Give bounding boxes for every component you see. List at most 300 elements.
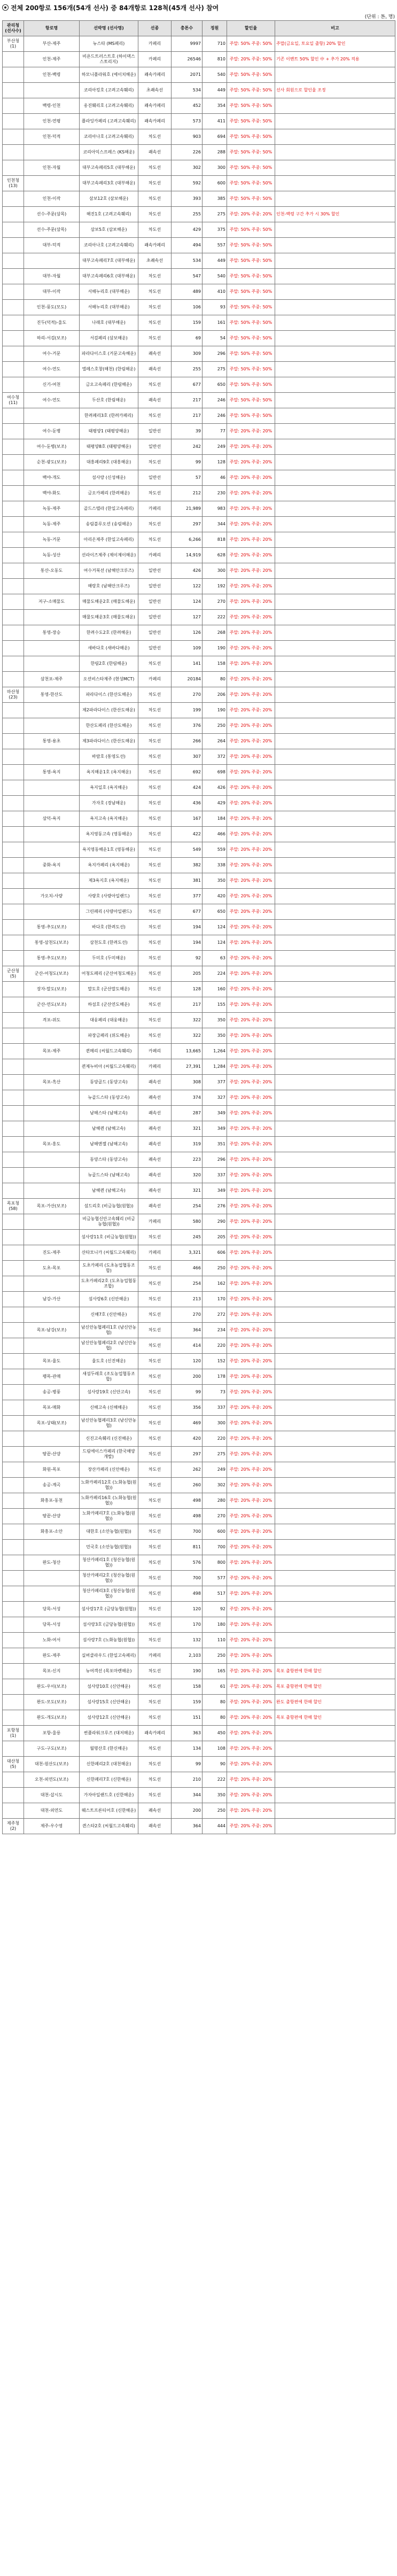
ship-cell: 대부고속페리3호 (대부해운) [80,176,138,191]
capacity-cell: 375 [203,222,227,238]
tonnage-cell: 254 [172,1276,203,1292]
table-row [3,1059,395,1075]
region-cell [3,145,24,160]
table-row [3,1617,395,1633]
route-cell [24,796,80,811]
capacity-cell: 540 [203,269,227,284]
discount-cell: 주말: 20% 주중: 20% [227,1555,275,1571]
tonnage-cell: 302 [172,160,203,176]
note-cell [275,1307,395,1323]
ship-type-cell: 쾌속선 [138,1090,172,1106]
ship-cell: 퀸메리 (씨월드고속훼리) [80,1044,138,1059]
note-cell [275,935,395,951]
table-row [3,858,395,873]
ship-type-cell: 차도선 [138,1385,172,1400]
tonnage-cell: 217 [172,997,203,1013]
discount-cell: 주말: 20% 주중: 20% [227,1617,275,1633]
route-cell: 팽목-관매 [24,1369,80,1385]
note-cell [275,1245,395,1261]
discount-cell: 주말: 20% 주중: 20% [227,1462,275,1478]
route-cell: 여수-둔병 [24,424,80,439]
region-cell: 여수청 (11) [3,393,24,408]
table-row [3,982,395,997]
ship-type-cell: 쾌속선 [138,1803,172,1819]
route-cell [24,703,80,718]
page-title [2,2,395,14]
note-cell [275,439,395,455]
ship-type-cell: 차도선 [138,1369,172,1385]
ship-cell: 남해스타 (남해고속) [80,1106,138,1121]
region-cell [3,1230,24,1245]
tonnage-cell: 414 [172,1338,203,1354]
note-cell [275,486,395,501]
capacity-cell: 190 [203,641,227,656]
ship-cell: 섬사랑3호 (금당농협(원협)) [80,1617,138,1633]
ship-cell: 제3파라다이스 (한산도해운) [80,734,138,749]
route-cell [24,1121,80,1137]
ship-cell: 욕지고속 (욕지해운) [80,811,138,827]
table-row [3,1586,395,1602]
capacity-cell: 385 [203,191,227,207]
region-cell [3,362,24,377]
ship-cell: 섬사랑7호 (노화농협(원협)) [80,1633,138,1648]
route-cell: 가오치-사량 [24,889,80,904]
table-row [3,1323,395,1338]
ship-type-cell: 쾌속카페리 [138,114,172,129]
route-cell: 여수-거문 [24,346,80,362]
table-row [3,1571,395,1586]
region-cell [3,1369,24,1385]
capacity-cell: 1,264 [203,1044,227,1059]
table-row [3,997,395,1013]
tonnage-cell: 580 [172,1214,203,1230]
ship-cell: 섬사랑19호 (신안고속) [80,1385,138,1400]
table-row [3,362,395,377]
tonnage-cell: 321 [172,1183,203,1199]
ship-type-cell: 차도선 [138,1261,172,1276]
capacity-cell: 650 [203,904,227,920]
discount-cell: 주말: 50% 주중: 50% [227,300,275,315]
ship-type-cell: 차도선 [138,656,172,672]
ship-cell: 바람호 (통영도선) [80,749,138,765]
region-cell [3,749,24,765]
ship-cell: 섬사랑15호 (신안해운) [80,1695,138,1710]
discount-cell: 주말: 50% 주중: 50% [227,377,275,393]
ship-cell: 남신안농협페리1호 (남신안농협) [80,1323,138,1338]
region-cell [3,1183,24,1199]
region-cell [3,98,24,114]
tonnage-cell: 223 [172,1152,203,1168]
capacity-cell: 93 [203,300,227,315]
ship-cell: 송림블루오션 (송림해운) [80,517,138,532]
ship-type-cell: 쾌속선 [138,1121,172,1137]
tonnage-cell: 217 [172,393,203,408]
tonnage-cell: 26546 [172,52,203,67]
region-cell [3,1152,24,1168]
note-cell [275,1416,395,1431]
region-cell [3,625,24,641]
route-cell: 녹동-제주 [24,501,80,517]
region-cell [3,858,24,873]
discount-cell: 주말: 20% 주중: 20% [227,1106,275,1121]
tonnage-cell: 141 [172,656,203,672]
col-header-route: 항로명 [24,21,80,36]
ship-type-cell: 차도선 [138,1416,172,1431]
route-cell: 중화-욕지 [24,858,80,873]
tonnage-cell: 700 [172,1571,203,1586]
discount-cell: 주말: 50% 주중: 50% [227,253,275,269]
capacity-cell: 275 [203,362,227,377]
capacity-cell: 377 [203,1075,227,1090]
ship-type-cell: 차도선 [138,1323,172,1338]
ship-type-cell: 차도선 [138,889,172,904]
route-cell [24,842,80,858]
ship-type-cell: 쾌속선 [138,1183,172,1199]
tonnage-cell: 322 [172,1028,203,1044]
tonnage-cell: 226 [172,145,203,160]
note-cell [275,594,395,610]
region-cell [3,1679,24,1695]
table-row [3,1044,395,1059]
table-row [3,470,395,486]
ship-cell: 섬사랑 (신성해운) [80,470,138,486]
tonnage-cell: 270 [172,687,203,703]
tonnage-cell: 13,665 [172,1044,203,1059]
capacity-cell: 577 [203,1571,227,1586]
note-cell [275,982,395,997]
discount-cell: 주말: 20% 주중: 20% [227,548,275,563]
tonnage-cell: 320 [172,1168,203,1183]
table-row [3,1075,395,1090]
region-cell [3,191,24,207]
region-cell [3,935,24,951]
note-cell [275,1431,395,1447]
ship-cell: 한림2호 (한림해운) [80,656,138,672]
discount-cell: 주말: 20% 주중: 20% [227,1028,275,1044]
ship-cell: 섬사랑10호 (신안해운) [80,1679,138,1695]
ship-cell: 남해퀸 (남해고속) [80,1121,138,1137]
page-title-text: 전체 200항로 156개(54개 선사) 중 84개항로 128척(45개 선사) 참여 [11,4,219,12]
discount-cell: 주말: 20% 주중: 20% [227,827,275,842]
ship-cell: 여수거북선 (남해안크루즈) [80,563,138,579]
note-cell [275,672,395,687]
route-cell [24,145,80,160]
tonnage-cell: 592 [172,176,203,191]
note-cell [275,1509,395,1524]
ship-type-cell: 차도선 [138,796,172,811]
capacity-cell: 108 [203,1741,227,1757]
discount-cell: 주말: 50% 주중: 50% [227,408,275,424]
ship-type-cell: 차도선 [138,1788,172,1803]
capacity-cell: 160 [203,982,227,997]
region-cell [3,1509,24,1524]
discount-cell: 주말: 20% 주중: 20% [227,1292,275,1307]
route-cell: 여수-둔병(보조) [24,439,80,455]
ship-cell: 골드스텔라 (한일고속페리) [80,501,138,517]
capacity-cell: 350 [203,873,227,889]
region-cell [3,579,24,594]
table-row [3,1199,395,1214]
route-cell: 완도-청산 [24,1555,80,1571]
ship-cell: 실버클라우드 (한일고속페리) [80,1648,138,1664]
tonnage-cell: 159 [172,1695,203,1710]
note-cell [275,1230,395,1245]
note-cell [275,579,395,594]
ship-cell: 신해7호 (신안해운) [80,1307,138,1323]
ship-cell: 섬사랑11호 (비금농협(원협)) [80,1230,138,1245]
table-row [3,1369,395,1385]
ship-cell: 뉴여객선 (목포마렌해운) [80,1664,138,1679]
route-cell [24,827,80,842]
ship-type-cell: 차도선 [138,408,172,424]
table-row [3,904,395,920]
route-cell: 백령-인천 [24,98,80,114]
tonnage-cell: 57 [172,470,203,486]
table-row [3,827,395,842]
discount-cell: 주말: 20% 주중: 20% [227,1447,275,1462]
tonnage-cell: 159 [172,315,203,331]
route-cell [24,749,80,765]
discount-cell: 주말: 50% 주중: 50% [227,67,275,83]
note-cell [275,1602,395,1617]
region-cell [3,129,24,145]
ship-cell: 동양골드 (동양고속) [80,1075,138,1090]
note-cell [275,1044,395,1059]
table-row [3,1695,395,1710]
ship-cell: 청산카페리1호 (청산농협(원협)) [80,1555,138,1571]
capacity-cell: 155 [203,997,227,1013]
discount-cell: 주말: 50% 주중: 50% [227,346,275,362]
tonnage-cell: 9997 [172,36,203,52]
note-cell [275,920,395,935]
discount-cell: 주말: 20% 주중: 20% [227,920,275,935]
route-cell: 장자-말도(보조) [24,982,80,997]
table-row [3,532,395,548]
capacity-cell: 628 [203,548,227,563]
tonnage-cell: 424 [172,780,203,796]
capacity-cell: 220 [203,1431,227,1447]
region-cell [3,331,24,346]
discount-cell: 주말: 20% 주중: 20% [227,1757,275,1772]
tonnage-cell: 20184 [172,672,203,687]
tonnage-cell: 128 [172,982,203,997]
discount-cell: 주말: 20% 주중: 20% [227,1214,275,1230]
table-body [3,36,395,1834]
ship-type-cell: 차도선 [138,1633,172,1648]
ship-cell: 남해퀸 (남해고속) [80,1183,138,1199]
region-cell [3,1214,24,1230]
table-row [3,625,395,641]
table-row [3,920,395,935]
tonnage-cell: 436 [172,796,203,811]
note-cell [275,858,395,873]
capacity-cell: 77 [203,424,227,439]
note-cell [275,1447,395,1462]
note-cell [275,1741,395,1757]
discount-cell: 주말: 50% 주중: 50% [227,222,275,238]
table-row [3,517,395,532]
route-cell [24,1090,80,1106]
route-cell [24,1214,80,1230]
table-row [3,1292,395,1307]
discount-cell: 주말: 20% 주중: 20% [227,1648,275,1664]
ship-type-cell: 쾌속선 [138,1137,172,1152]
ship-type-cell: 카페리 [138,1059,172,1075]
ship-type-cell: 차도선 [138,1664,172,1679]
route-cell [24,1168,80,1183]
ship-type-cell: 초쾌속선 [138,253,172,269]
discount-cell: 주말: 20% 주중: 20% [227,672,275,687]
note-cell [275,1354,395,1369]
tonnage-cell: 92 [172,951,203,966]
note-cell [275,1478,395,1493]
ship-type-cell: 차도선 [138,1509,172,1524]
discount-cell: 주말: 20% 주중: 20% [227,656,275,672]
tonnage-cell: 255 [172,207,203,222]
discount-cell: 주말: 20% 주중: 20% [227,1633,275,1648]
discount-cell: 주말: 20% 주중: 20% [227,1400,275,1416]
note-cell [275,1369,395,1385]
ship-cell: 코리아나호 (고려고속훼리) [80,238,138,253]
capacity-cell: 190 [203,703,227,718]
capacity-cell: 302 [203,1478,227,1493]
note-cell [275,749,395,765]
capacity-cell: 158 [203,656,227,672]
region-cell: 인천청 (13) [3,176,24,191]
capacity-cell: 350 [203,1028,227,1044]
note-cell [275,1292,395,1307]
capacity-cell: 63 [203,951,227,966]
note-cell [275,796,395,811]
note-cell [275,687,395,703]
route-cell: 백야-화도 [24,486,80,501]
discount-cell: 주말: 20% 주중: 20% [227,1168,275,1183]
note-cell [275,362,395,377]
region-cell [3,718,24,734]
table-row [3,160,395,176]
region-cell: 대산청 (5) [3,1757,24,1772]
discount-cell: 주말: 50% 주중: 50% [227,284,275,300]
capacity-cell: 372 [203,749,227,765]
ship-type-cell: 차도선 [138,1478,172,1493]
tonnage-cell: 363 [172,1726,203,1741]
tonnage-cell: 200 [172,1369,203,1385]
capacity-cell: 517 [203,1586,227,1602]
table-row [3,315,395,331]
ship-type-cell: 일반선 [138,424,172,439]
region-cell [3,765,24,780]
region-cell [3,408,24,424]
region-cell [3,1121,24,1137]
capacity-cell: 268 [203,625,227,641]
ship-cell: 새바다호 (새바다해운) [80,641,138,656]
capacity-cell: 90 [203,1757,227,1772]
note-cell [275,548,395,563]
region-cell [3,1741,24,1757]
discount-cell: 주말: 20% 주중: 20% [227,765,275,780]
region-cell [3,811,24,827]
tonnage-cell: 700 [172,1524,203,1540]
ship-type-cell: 일반선 [138,641,172,656]
region-cell [3,1447,24,1462]
ship-type-cell: 차도선 [138,284,172,300]
capacity-cell: 420 [203,889,227,904]
capacity-cell: 411 [203,114,227,129]
tonnage-cell: 126 [172,625,203,641]
capacity-cell: 338 [203,858,227,873]
discount-cell: 주말: 20% 주중: 20% [227,811,275,827]
region-cell: 목포청 (58) [3,1199,24,1214]
capacity-cell: 327 [203,1090,227,1106]
ship-cell: 엘레스호창(해천) (한림해운) [80,362,138,377]
table-row [3,1772,395,1788]
region-cell [3,160,24,176]
route-cell: 대부-자월 [24,269,80,284]
region-cell [3,920,24,935]
route-cell: 삼천포-제주 [24,672,80,687]
tonnage-cell: 494 [172,238,203,253]
capacity-cell: 246 [203,393,227,408]
table-row [3,377,395,393]
ship-type-cell: 카페리 [138,52,172,67]
region-cell [3,1059,24,1075]
table-row [3,114,395,129]
note-cell [275,1121,395,1137]
route-cell [24,1230,80,1245]
discount-cell: 주말: 20% 주중: 20% [227,889,275,904]
note-cell [275,1633,395,1648]
region-cell [3,1633,24,1648]
region-cell: 포항청 (1) [3,1726,24,1741]
note-cell [275,827,395,842]
route-cell [24,1276,80,1292]
discount-cell: 주말: 20% 주중: 20% [227,1137,275,1152]
capacity-cell: 349 [203,1121,227,1137]
ship-type-cell: 차도선 [138,1602,172,1617]
note-cell [275,424,395,439]
discount-cell: 주말: 20% 주중: 20% [227,501,275,517]
note-cell: 목포 출항편에 한해 할인 [275,1664,395,1679]
note-cell [275,780,395,796]
route-cell: 통영-추도(보조) [24,951,80,966]
route-cell [24,1106,80,1121]
tonnage-cell: 266 [172,734,203,749]
tonnage-cell: 106 [172,300,203,315]
table-row [3,1121,395,1137]
note-cell [275,1323,395,1338]
discount-cell: 주말: 20% 주중: 20% [227,1013,275,1028]
route-cell: 군산-연도(보조) [24,997,80,1013]
discount-cell: 주말: 50% 주중: 50% [227,393,275,408]
capacity-cell: 606 [203,1245,227,1261]
capacity-cell: 161 [203,315,227,331]
ship-cell: 파장금페리 (위도해운) [80,1028,138,1044]
region-cell [3,1648,24,1664]
discount-cell: 주말: 20% 주중: 20% [227,1524,275,1540]
capacity-cell: 250 [203,1803,227,1819]
ship-cell: 뉴스타 (MS페리) [80,36,138,52]
tonnage-cell: 212 [172,486,203,501]
region-cell [3,672,24,687]
discount-cell: 주말: 20% 주중: 20% [227,470,275,486]
route-cell: 통산-오동도 [24,563,80,579]
ship-type-cell: 차도선 [138,904,172,920]
discount-cell: 주말: 20% 주중: 20% [227,1090,275,1106]
discount-cell: 주말: 20% 주중: 20% [227,1602,275,1617]
ship-type-cell: 일반선 [138,579,172,594]
ship-cell: 장산카페리 (신안해운) [80,1462,138,1478]
ship-type-cell: 쾌속선 [138,1168,172,1183]
